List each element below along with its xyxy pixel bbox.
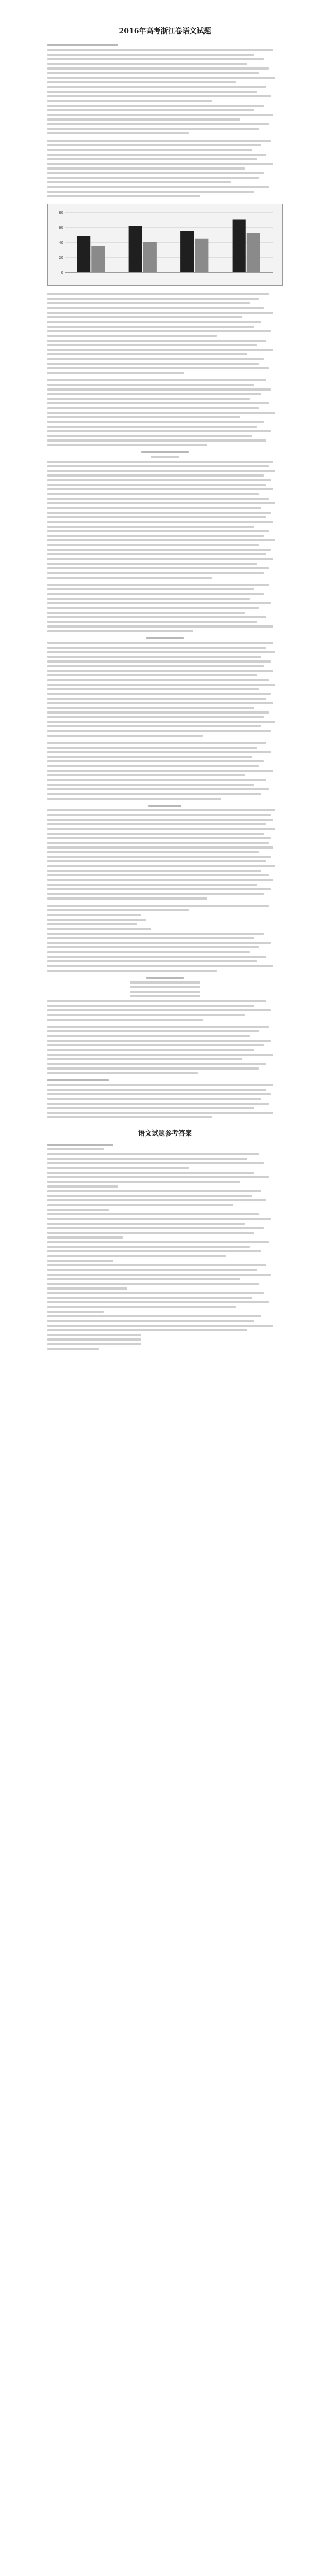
question-section-7 <box>47 905 283 972</box>
bar-chart-figure <box>47 204 283 286</box>
question-section-8 <box>47 1026 283 1074</box>
question-section-4 <box>47 379 283 446</box>
bar-chart <box>50 206 280 283</box>
y-tick-label: 40 <box>59 241 63 245</box>
chart-bar <box>247 233 260 272</box>
y-tick-label: 80 <box>59 211 63 215</box>
chart-bar <box>91 246 105 272</box>
chart-bar <box>129 226 142 272</box>
writing-section <box>47 1079 283 1118</box>
poem-block <box>47 977 283 1021</box>
chart-bar <box>77 236 90 272</box>
y-tick-label: 60 <box>59 226 63 230</box>
answer-title: 语文试题参考答案 <box>138 1130 192 1138</box>
question-section-5 <box>47 584 283 632</box>
question-section-2 <box>47 140 283 197</box>
reading-passage-1 <box>47 451 283 579</box>
y-tick-label: 20 <box>59 256 63 260</box>
y-tick-label: 0 <box>61 270 63 275</box>
chart-bar <box>195 239 208 272</box>
question-section-1 <box>47 44 283 134</box>
reading-passage-2 <box>47 637 283 737</box>
chart-bar <box>233 220 246 273</box>
chart-bar <box>180 231 194 272</box>
question-section-6 <box>47 742 283 800</box>
answer-section <box>47 1144 283 1350</box>
question-section-3 <box>47 293 283 374</box>
document-title: 2016年高考浙江卷语文试题 <box>119 27 211 36</box>
chart-bar <box>143 242 157 272</box>
reading-passage-3 <box>47 805 283 900</box>
